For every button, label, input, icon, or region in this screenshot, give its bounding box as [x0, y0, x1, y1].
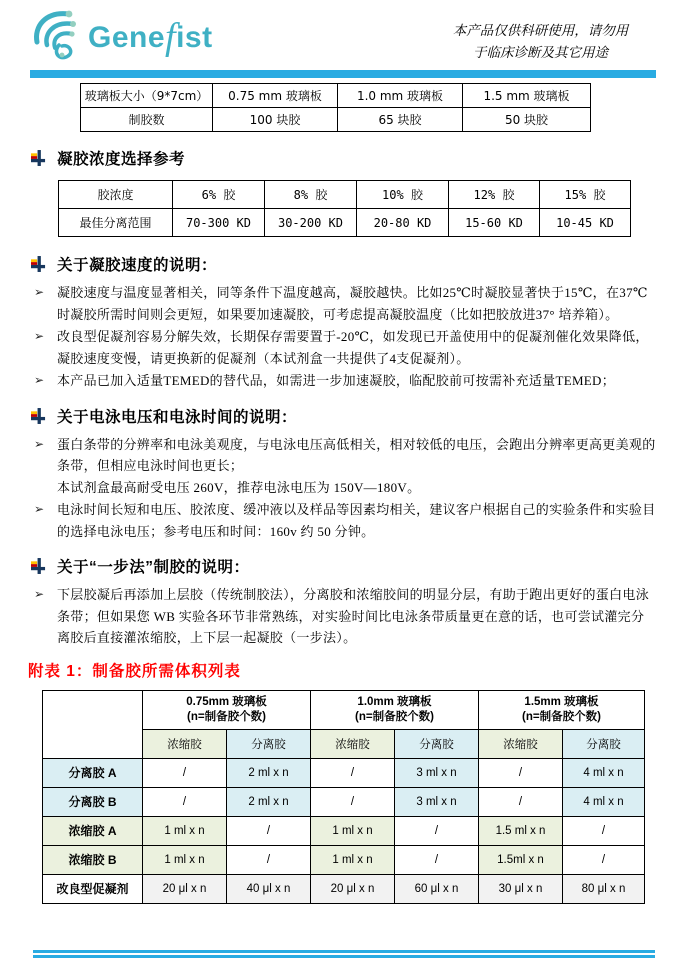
cell: 100 块胶 — [213, 108, 338, 132]
page-header — [0, 0, 685, 70]
group-header — [143, 690, 311, 729]
cell: 2 ml x n — [227, 787, 311, 816]
cell: 3 ml x n — [395, 758, 479, 787]
list-item — [34, 499, 657, 542]
cell: 1 ml x n — [143, 845, 227, 874]
cell: / — [563, 816, 645, 845]
cell: 20 μl x n — [143, 874, 227, 903]
cell: 15% 胶 — [540, 181, 631, 209]
section-heading-voltage — [31, 405, 657, 427]
section-title: 关于电泳电压和电泳时间的说明： — [57, 408, 298, 426]
list-item — [34, 326, 657, 369]
sub-header: 浓缩胶 — [143, 729, 227, 758]
cell: 10% 胶 — [357, 181, 449, 209]
row-label: 改良型促凝剂 — [43, 874, 143, 903]
cell: 30-200 KD — [265, 209, 357, 237]
section-title: 关于“一步法”制胶的说明： — [57, 559, 250, 576]
cell: 制胶数 — [81, 108, 213, 132]
arrow-bullet-icon: ➢ — [34, 329, 45, 343]
cell: 40 μl x n — [227, 874, 311, 903]
arrow-bullet-icon: ➢ — [34, 502, 45, 516]
header-divider-bar — [30, 70, 656, 78]
cell: 8% 胶 — [265, 181, 357, 209]
gel-volume-table — [42, 690, 645, 904]
genefist-logo — [28, 6, 213, 64]
table-row — [43, 816, 645, 845]
table-row — [81, 108, 591, 132]
cell: 玻璃板大小（9*7cm） — [81, 84, 213, 108]
cell: 2 ml x n — [227, 758, 311, 787]
sub-header: 浓缩胶 — [311, 729, 395, 758]
group-header-line: 0.75mm 玻璃板 — [186, 695, 267, 708]
cell: / — [227, 816, 311, 845]
cell: 50 块胶 — [463, 108, 591, 132]
glass-plate-table — [80, 83, 591, 132]
list-item — [34, 434, 657, 499]
cell: 1 ml x n — [311, 816, 395, 845]
cell: 70-300 KD — [173, 209, 265, 237]
group-header-line: (n=制备胶个数) — [355, 710, 434, 723]
cell: 1.5ml x n — [479, 845, 563, 874]
cell: / — [227, 845, 311, 874]
sub-header: 浓缩胶 — [479, 729, 563, 758]
cell: 20 μl x n — [311, 874, 395, 903]
cell: 3 ml x n — [395, 787, 479, 816]
cell: / — [311, 758, 395, 787]
cell: / — [143, 787, 227, 816]
arrow-bullet-icon: ➢ — [34, 373, 45, 387]
row-label: 分离胶 B — [43, 787, 143, 816]
section-heading-speed — [31, 253, 657, 275]
section-bullet-icon — [31, 256, 46, 272]
section-bullet-icon — [31, 150, 46, 166]
group-header-line: (n=制备胶个数) — [187, 710, 266, 723]
cell: / — [395, 816, 479, 845]
table-row — [43, 758, 645, 787]
cell: 60 μl x n — [395, 874, 479, 903]
voltage-bullet-list — [34, 434, 657, 543]
arrow-bullet-icon: ➢ — [34, 436, 45, 451]
section-heading-onestep — [31, 555, 657, 577]
group-header — [311, 690, 479, 729]
bullet-text: 下层胶凝后再添加上层胶（传统制胶法），分离胶和浓缩胶间的明显分层，有助于跑出更好的蛋白电泳条带；但如果您 WB 实验各环节非常熟练，对实验时间比电泳条带质量更在意的话，也可尝试灌完分离胶后直接灌浓缩胶，上下层一起凝胶（一步法）。 — [57, 587, 650, 645]
logo-swirl-icon — [28, 6, 86, 64]
cell: / — [479, 787, 563, 816]
row-label: 分离胶 A — [43, 758, 143, 787]
section-bullet-icon — [31, 558, 46, 574]
section-title: 凝胶浓度选择参考 — [57, 151, 186, 168]
sub-header: 分离胶 — [395, 729, 479, 758]
cell: 20-80 KD — [357, 209, 449, 237]
group-header — [479, 690, 645, 729]
table-row — [59, 209, 631, 237]
group-header-line: 1.0mm 玻璃板 — [357, 695, 432, 708]
cell: 1.5 mm 玻璃板 — [463, 84, 591, 108]
cell: 65 块胶 — [338, 108, 463, 132]
section-bullet-icon — [31, 408, 46, 424]
row-label: 浓缩胶 B — [43, 845, 143, 874]
speed-bullet-list — [34, 282, 657, 392]
bullet-line: 蛋白条带的分辨率和电泳美观度，与电泳电压高低相关，相对较低的电压，会跑出分辨率更高更美观的条带，但相应电泳时间也更长； — [57, 436, 656, 473]
row-label: 浓缩胶 A — [43, 816, 143, 845]
cell: 1 ml x n — [143, 816, 227, 845]
appendix-title: 附表 1：制备胶所需体积列表 — [28, 662, 241, 680]
logo-wordmark: Genefist — [88, 16, 213, 58]
cell: 80 μl x n — [563, 874, 645, 903]
cell: / — [395, 845, 479, 874]
cell: 1.5 ml x n — [479, 816, 563, 845]
disclaimer-line-1: 本产品仅供科研使用，请勿用 — [452, 23, 629, 39]
cell: / — [563, 845, 645, 874]
cell: 15-60 KD — [449, 209, 540, 237]
cell: 1.0 mm 玻璃板 — [338, 84, 463, 108]
bullet-line: 本试剂盒最高耐受电压 260V，推荐电泳电压为 150V—180V。 — [57, 479, 421, 495]
list-item — [34, 370, 657, 392]
arrow-bullet-icon: ➢ — [34, 285, 45, 299]
section-title: 关于凝胶速度的说明： — [57, 257, 218, 274]
gel-concentration-table — [58, 180, 631, 237]
table-row — [43, 845, 645, 874]
sub-header: 分离胶 — [227, 729, 311, 758]
cell: / — [143, 758, 227, 787]
research-use-disclaimer — [418, 20, 663, 64]
bullet-text: 改良型促凝剂容易分解失效，长期保存需要置于-20℃，如发现已开盖使用中的促凝剂催化效果降低，凝胶速度变慢，请更换新的促凝剂（本试剂盒一共提供了4支促凝剂）。 — [57, 329, 649, 366]
corner-cell — [43, 690, 143, 758]
bullet-text — [57, 434, 657, 499]
cell: 最佳分离范围 — [59, 209, 173, 237]
list-item — [34, 282, 657, 325]
cell: 30 μl x n — [479, 874, 563, 903]
cell: 4 ml x n — [563, 787, 645, 816]
bullet-text: 电泳时间长短和电压、胶浓度、缓冲液以及样品等因素均相关，建议客户根据自己的实验条件和实验目的选择电泳电压；参考电压和时间：160v 约 50 分钟。 — [57, 502, 656, 539]
cell: 0.75 mm 玻璃板 — [213, 84, 338, 108]
section-heading-concentration — [31, 147, 657, 169]
cell: 胶浓度 — [59, 181, 173, 209]
footer-divider-lines — [33, 950, 655, 958]
table-row — [43, 690, 645, 729]
table-row — [81, 84, 591, 108]
cell: 4 ml x n — [563, 758, 645, 787]
bullet-text: 凝胶速度与温度显著相关，同等条件下温度越高，凝胶越快。比如25℃时凝胶显著快于15℃，在37℃时凝胶所需时间则会更短，如果要加速凝胶，可考虑提高凝胶温度（比如把胶放进37° 培养箱）。 — [57, 285, 648, 322]
cell: / — [479, 758, 563, 787]
cell: 10-45 KD — [540, 209, 631, 237]
group-header-line: (n=制备胶个数) — [522, 710, 601, 723]
group-header-line: 1.5mm 玻璃板 — [524, 695, 599, 708]
cell: 1 ml x n — [311, 845, 395, 874]
table-row — [43, 874, 645, 903]
disclaimer-line-2: 于临床诊断及其它用途 — [473, 45, 608, 61]
table-row — [43, 787, 645, 816]
sub-header: 分离胶 — [563, 729, 645, 758]
onestep-bullet-list — [34, 584, 657, 649]
arrow-bullet-icon: ➢ — [34, 587, 45, 601]
table-row — [59, 181, 631, 209]
cell: / — [311, 787, 395, 816]
cell: 12% 胶 — [449, 181, 540, 209]
bullet-text: 本产品已加入适量TEMED的替代品，如需进一步加速凝胶，临配胶前可按需补充适量TEMED； — [57, 373, 616, 388]
footer-line-bottom — [33, 955, 655, 958]
list-item — [34, 584, 657, 649]
cell: 6% 胶 — [173, 181, 265, 209]
